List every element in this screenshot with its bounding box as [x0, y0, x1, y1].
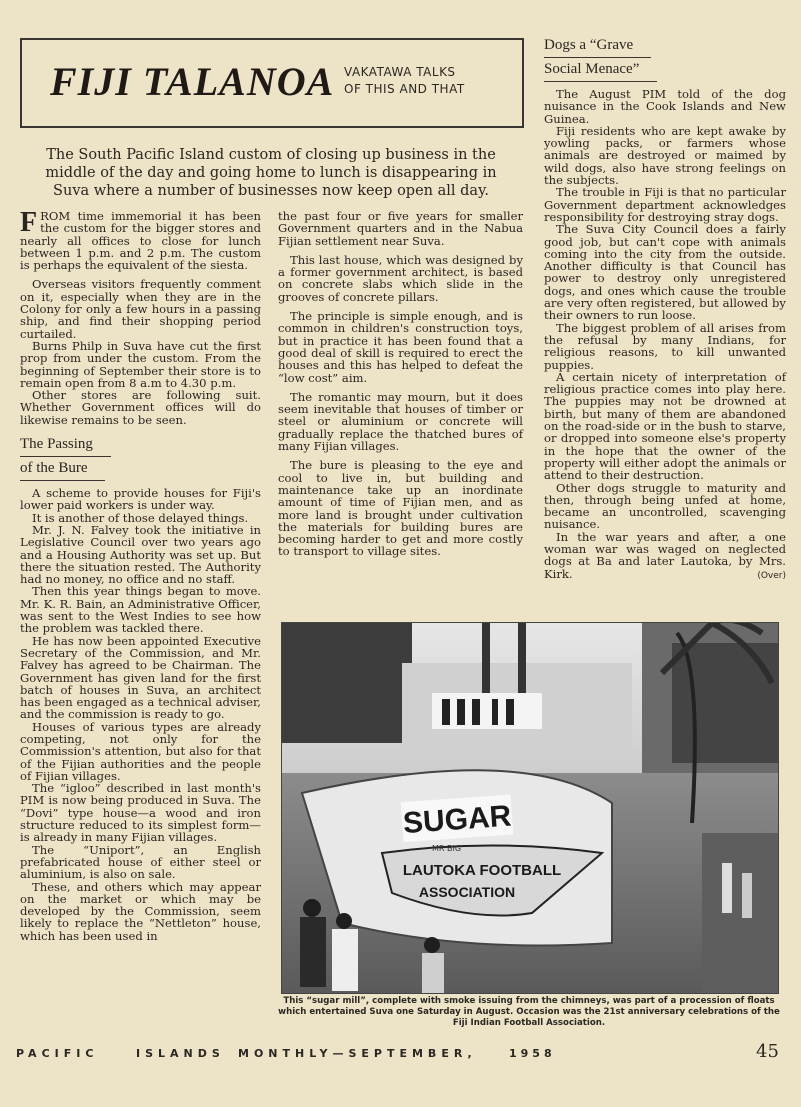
footer-publication: PACIFIC [16, 1047, 99, 1060]
section-heading: The Passing of the Bure [20, 433, 261, 481]
paragraph: A certain nicety of interpretation of religious practice comes into play here. The puppies may not be drowned at birth, but many of them are abandoned on the road-side or in the bush to starve, or dropped into someone else's property in the hope that the owner of the property will either adopt the animals or attend to their destruction. [544, 369, 786, 483]
paragraph: Houses of various types are already competing, not only for the Commission's attention, but also for that of the Fijian authorities and the people of Fijian villages. [20, 719, 261, 783]
intro-paragraph: The South Pacific Island custom of closing up business in the middle of the day and going home to lunch is disappearing in Suva where a number of businesses now keep open all day. [45, 147, 497, 199]
paragraph: The “Uniport”, an English prefabricated house of either steel or aluminium, is also on sale. [20, 842, 261, 882]
paragraph: The “igloo” described in last month's PIM is now being produced in Suva. The “Dovi” type house—a wood and iron structure reduced to its simplest form—is already in many Fijian villages. [20, 781, 261, 845]
paragraph: The principle is simple enough, and is common in children's construction toys, but in practice it has been found that a good deal of skill is required to erect the houses and this has helped to defeat the “low cost” aim. [278, 309, 523, 385]
article-column-3 [544, 34, 786, 582]
footer-issue: MONTHLY—SEPTEMBER, [238, 1047, 477, 1060]
page-footer [16, 1043, 782, 1067]
masthead [20, 38, 524, 128]
paragraph: It is another of those delayed things. [32, 510, 249, 525]
banner-text-line: LAUTOKA FOOTBALL [402, 862, 562, 879]
sugar-mill-float-image [282, 623, 778, 993]
subtitle-line: OF THIS AND THAT [344, 82, 465, 96]
paragraph: The Suva City Council does a fairly good job, but can't cope with animals coming into the city from the outside. Another difficulty is that Council has power to destroy only unregistered dogs, and ones which cause the trouble are very often registered, but allowed by their owners to run loose. [544, 222, 786, 323]
continued-marker: (Over) [757, 570, 786, 581]
section-heading: Dogs a “Grave Social Menace” [544, 34, 786, 82]
footer-year: 1958 [509, 1047, 556, 1060]
photo-caption: This “sugar mill”, complete with smoke issuing from the chimneys, was part of a procession of floats which entertained Suva one Saturday in August. Occasion was the 21st anniversary celebrations of the Fiji Indian Football Association. [278, 996, 780, 1028]
paragraph: The August PIM told of the dog nuisance in the Cook Islands and New Guinea. [544, 87, 786, 126]
paragraph: He has now been appointed Executive Secretary of the Commission, and Mr. Falvey has agreed to be Chairman. The Government has given land for the first batch of houses in Suva, an architect has been engaged as a technical adviser, and the commission is ready to go. [20, 633, 261, 722]
paragraph: The romantic may mourn, but it does seem inevitable that houses of timber or steel or aluminium or concrete will gradually replace the thatched bures of many Fijian villages. [278, 389, 523, 454]
paragraph: Fiji residents who are kept awake by yowling packs, or farmers whose animals are destroyed or maimed by wild dogs, also have strong feelings on the subjects. [544, 123, 786, 188]
article-column-1 [20, 207, 261, 943]
banner-text-line: ASSOCIATION [418, 884, 516, 900]
paragraph: Other stores are following suit. Whether Government offices will do likewise remains to be seen. [20, 388, 261, 427]
paragraph: A scheme to provide houses for Fiji's lower paid workers is under way. [20, 486, 261, 513]
paragraph: In the war years and after, a one woman war was waged on neglected dogs at Ba and later Lautoka, by Mrs. Kirk. (Over) [544, 529, 786, 581]
paragraph: Mr. J. N. Falvey took the initiative in Legislative Council over two years ago and a Housing Authority was set up. But there the situation rested. The Authority had no money, no office and no staff. [20, 522, 261, 587]
paragraph: The biggest problem of all arises from the refusal by many Indians, for religious reasons, to kill unwanted puppies. [544, 320, 786, 372]
banner-small-text: MR BIG [432, 844, 462, 853]
paragraph: The bure is pleasing to the eye and cool to live in, but building and maintenance take up an inordinate amount of time of Fijian men, and as more land is brought under cultivation the materials for building bures are becoming harder to get and more costly to transport to village sites. [278, 458, 523, 559]
paragraph: Overseas visitors frequently comment on it, especially when they are in the Colony for only a few hours in a passing ship, and find their shopping period curtailed. [20, 277, 261, 341]
drop-cap: F [20, 207, 38, 238]
procession-photo [281, 622, 779, 994]
paragraph: Then this year things began to move. Mr. K. R. Bain, an Administrative Officer, was sent to the West Indies to see how the problem was tackled there. [20, 584, 261, 636]
subtitle-line: VAKATAWA TALKS [344, 65, 456, 79]
paragraph: FROM time immemorial it has been the custom for the bigger stores and nearly all offices to close for lunch between 1 p.m. and 2 p.m. The custom is perhaps the equivalent of the siesta. [20, 207, 261, 273]
column-subtitle [344, 64, 514, 98]
article-column-2 [278, 210, 523, 565]
paragraph: This last house, which was designed by a former government architect, is based on concrete slabs which slide in the grooves of concrete pillars. [278, 252, 523, 304]
float-sign-text: SUGAR [401, 799, 513, 841]
paragraph: The trouble in Fiji is that no particular Government department acknowledges responsibility for destroying stray dogs. [544, 185, 786, 224]
paragraph: Other dogs struggle to maturity and then, through being unfed at home, became an uncontrolled, scavenging nuisance. [544, 480, 786, 532]
column-title: FIJI TALANOA [50, 59, 335, 104]
paragraph: the past four or five years for smaller Government quarters and in the Nabua Fijian settlement near Suva. [278, 209, 523, 248]
paragraph: Burns Philp in Suva have cut the first prop from under the custom. From the beginning of September their store is to remain open from 8 a.m to 4.30 p.m. [20, 338, 261, 390]
footer-publication: ISLANDS [136, 1047, 225, 1060]
paragraph: These, and others which may appear on the market or which may be developed by the Commission, seem likely to replace the “Nettleton” house, which has been used in [20, 879, 261, 943]
page-number: 45 [756, 1041, 779, 1062]
